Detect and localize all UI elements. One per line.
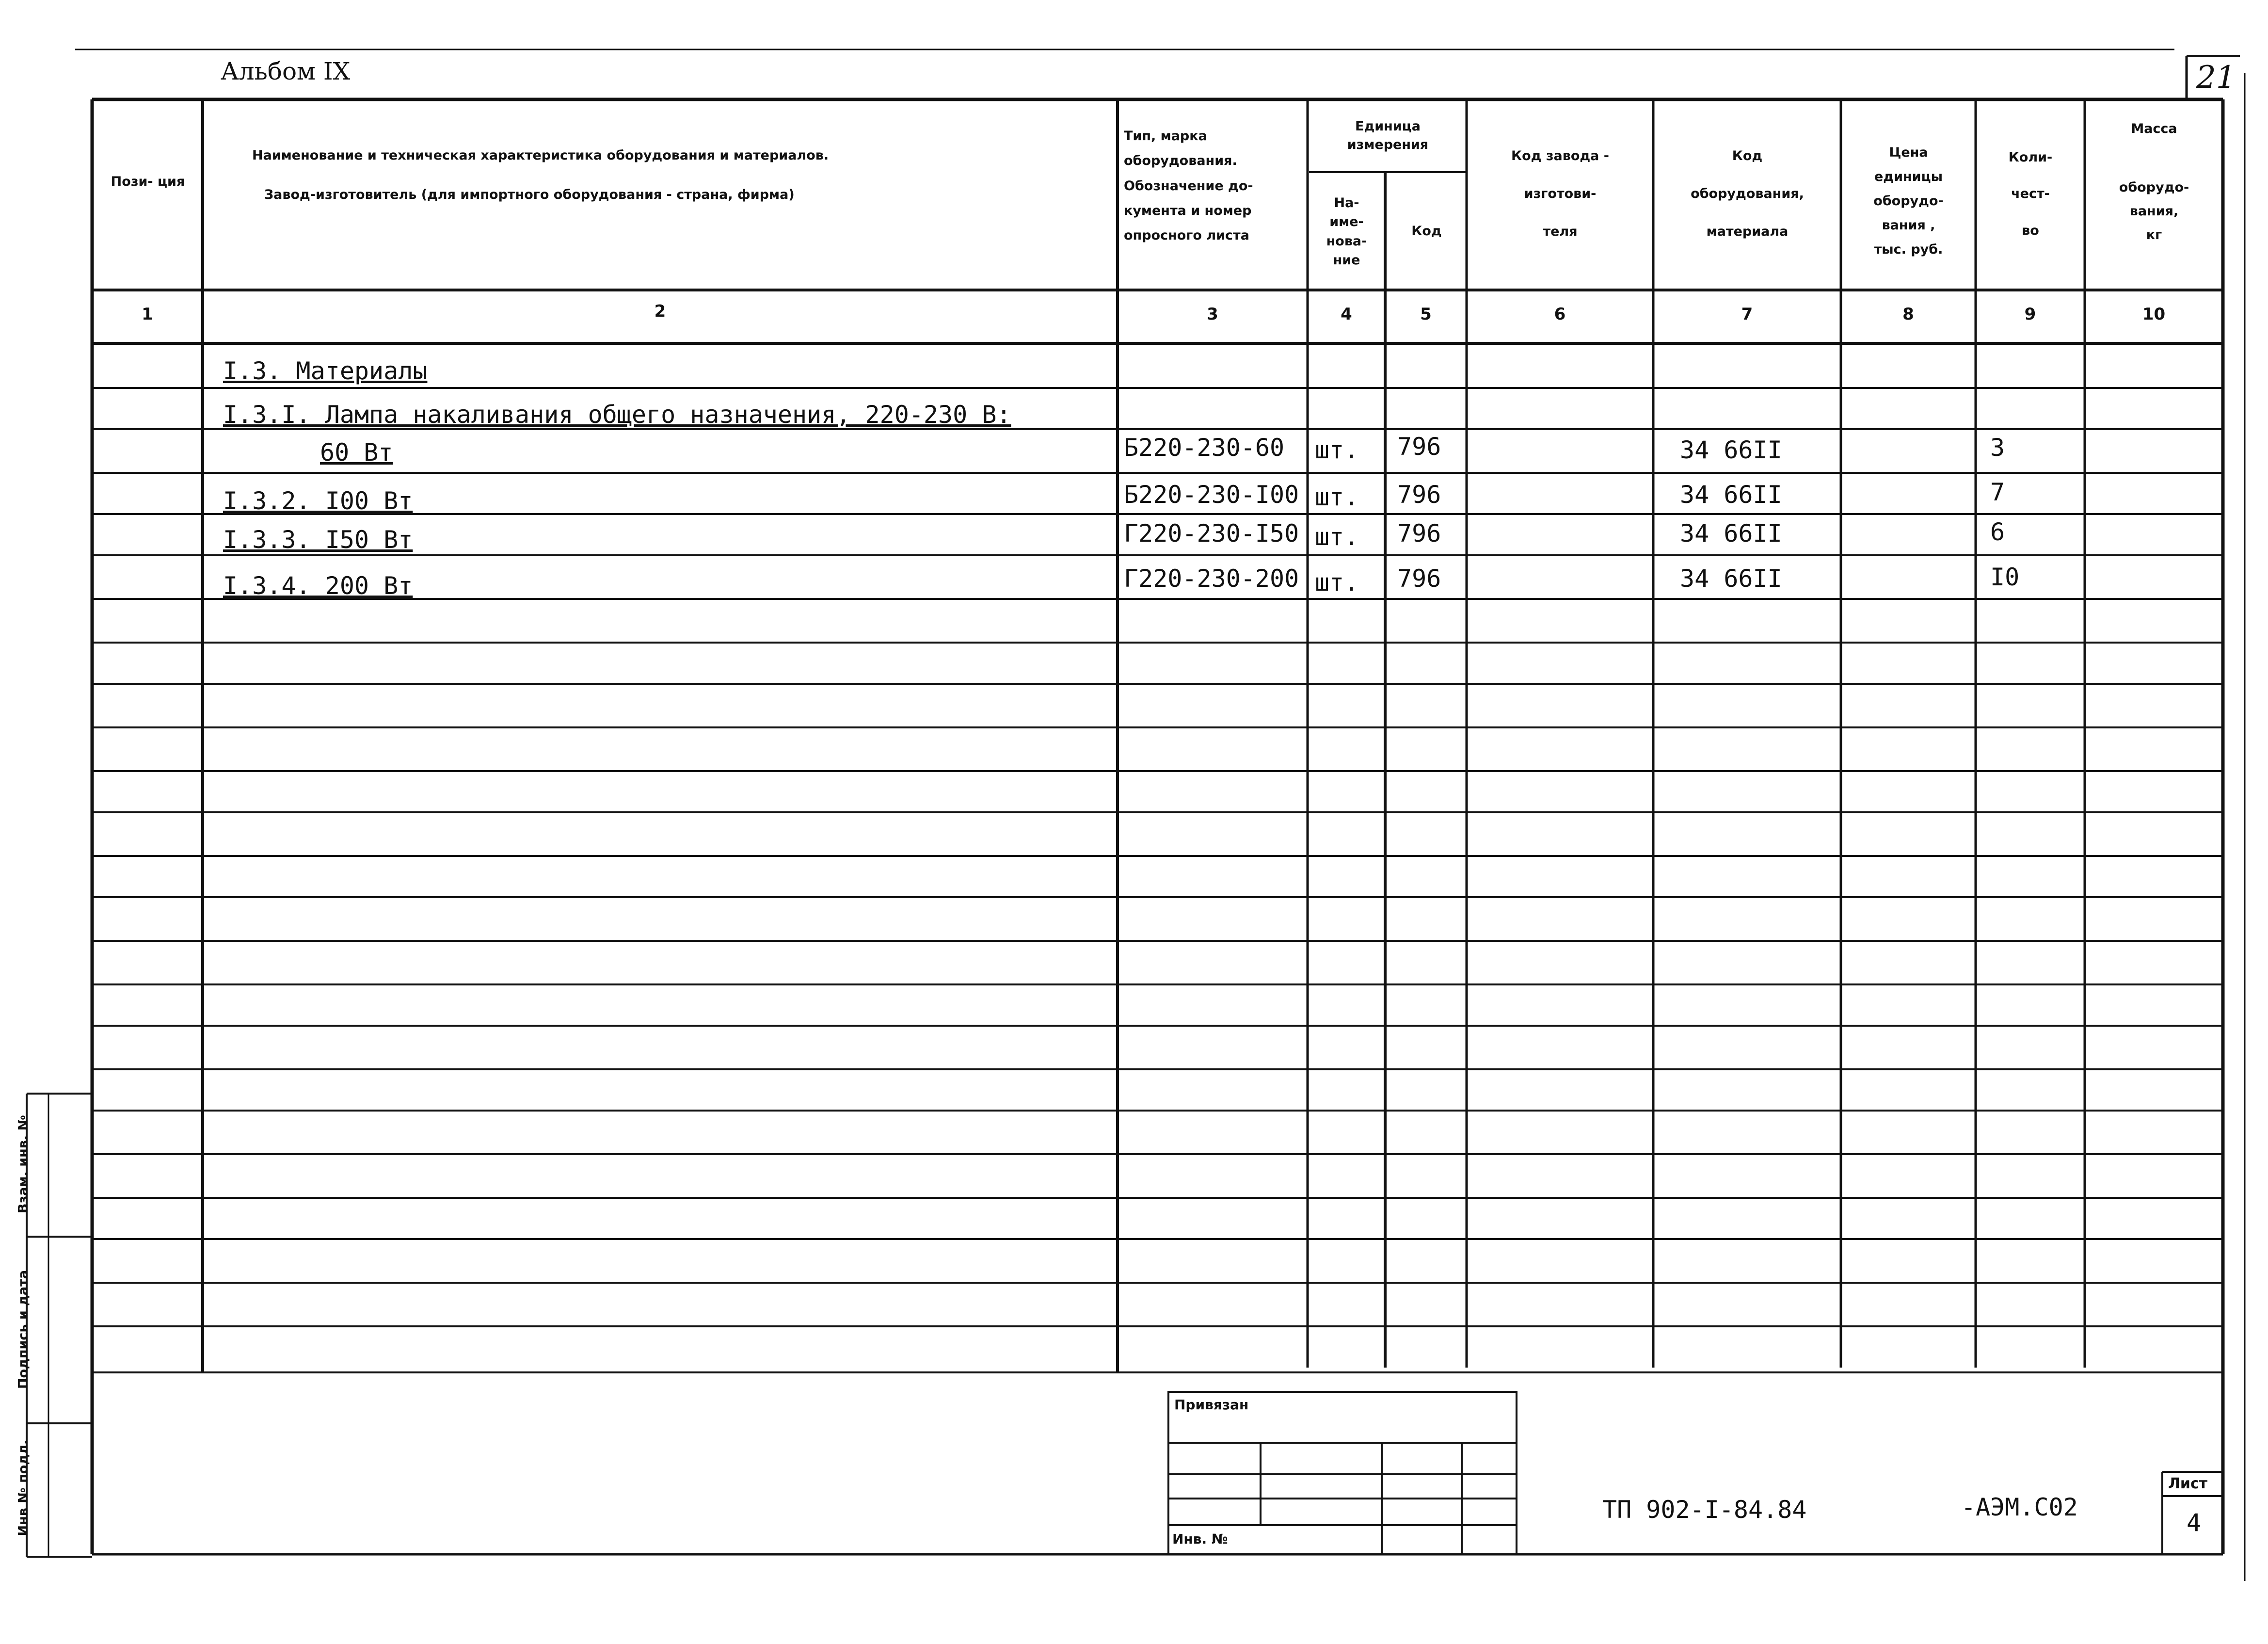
row4-material-code: 34 66II	[1680, 564, 1782, 593]
header-material-code	[1655, 131, 1840, 257]
row2-qty: 7	[1990, 478, 2005, 506]
colnum-6: 6	[1554, 305, 1566, 324]
document-suffix: -АЭМ.С02	[1961, 1493, 2078, 1521]
header-qty-l2: чест-	[2011, 186, 2050, 202]
row2-name: I.3.2. I00 Вт	[223, 487, 413, 515]
section-title: I.3. Материалы	[223, 357, 428, 385]
row1-name: 60 Вт	[320, 438, 393, 467]
item-intro: I.3.I. Лампа накаливания общего назначения, 220-230 В:	[223, 401, 1011, 429]
row4-unit: шт.	[1315, 568, 1359, 596]
header-mass-l1: Масса	[2131, 121, 2177, 136]
header-price-l5: тыс. руб.	[1874, 242, 1943, 257]
row1-code: 796	[1397, 433, 1441, 461]
header-price	[1842, 124, 1975, 279]
row1-material-code: 34 66II	[1680, 436, 1782, 464]
colnum-2: 2	[654, 302, 666, 321]
header-mass-l2: оборудо-	[2119, 180, 2189, 195]
header-material-l3: материала	[1706, 224, 1789, 240]
row3-qty: 6	[1990, 518, 2005, 546]
colnum-4: 4	[1341, 305, 1352, 324]
header-quantity	[1977, 131, 2084, 257]
colnum-3: 3	[1207, 305, 1218, 324]
header-price-l3: оборудо-	[1873, 193, 1944, 209]
header-position: Пози- ция	[111, 174, 185, 189]
row1-unit: шт.	[1315, 436, 1359, 464]
document-code: ТП 902-I-84.84	[1602, 1496, 1807, 1524]
stamp-inv-no: Инв. №	[1172, 1531, 1228, 1547]
row3-unit: шт.	[1315, 523, 1359, 551]
colnum-1: 1	[142, 305, 153, 324]
header-price-l1: Цена	[1889, 145, 1928, 161]
row1-type: Б220-230-60	[1124, 434, 1285, 462]
header-unit-group	[1309, 109, 1467, 162]
header-name-line2: Завод-изготовитель (для импортного оборудования - страна, фирма)	[264, 187, 795, 202]
side-sign-date: Подпись и дата	[16, 1270, 31, 1389]
handwritten-page-number: 21	[2196, 60, 2236, 96]
header-price-l4: вания ,	[1882, 217, 1935, 233]
row2-unit: шт.	[1315, 483, 1359, 511]
header-name-line1: Наименование и техническая характеристика оборудования и материалов.	[252, 148, 829, 163]
row2-material-code: 34 66II	[1680, 481, 1782, 509]
sheet-number: 4	[2187, 1509, 2202, 1537]
header-unit-code: Код	[1411, 224, 1442, 239]
header-type-l4: кумента и номер	[1124, 203, 1252, 218]
header-type-l2: оборудования.	[1124, 153, 1237, 169]
header-price-l2: единицы	[1874, 169, 1943, 185]
row4-name: I.3.4. 200 Вт	[223, 572, 413, 600]
header-factory-l1: Код завода -	[1511, 148, 1609, 163]
side-inv-orig: Инв № подл.	[16, 1439, 31, 1536]
header-qty-l3: во	[2022, 223, 2039, 238]
header-unit-l2: измерения	[1347, 137, 1429, 152]
header-unit-name-l2: име-	[1329, 214, 1364, 230]
header-type-l3: Обозначение до-	[1124, 178, 1253, 193]
row4-qty: I0	[1990, 563, 2020, 591]
header-material-l2: оборудования,	[1691, 186, 1804, 201]
header-mass-l4: кг	[2146, 227, 2162, 242]
sheet-label: Лист	[2168, 1475, 2208, 1492]
header-unit-l1: Единица	[1355, 119, 1421, 134]
header-mass	[2086, 121, 2222, 242]
header-factory-l2: изготови-	[1524, 186, 1597, 201]
row3-type: Г220-230-I50	[1124, 519, 1299, 548]
header-type	[1124, 124, 1306, 248]
header-unit-name-l3: нова-	[1326, 233, 1367, 249]
colnum-9: 9	[2024, 305, 2036, 324]
header-name	[252, 148, 1110, 202]
stamp-privyazan: Привязан	[1174, 1397, 1249, 1413]
header-unit-name-l4: ние	[1333, 252, 1360, 268]
header-factory-l3: теля	[1543, 224, 1578, 240]
header-unit-name	[1309, 177, 1384, 286]
header-type-l1: Тип, марка	[1124, 129, 1207, 144]
row3-material-code: 34 66II	[1680, 519, 1782, 548]
row3-name: I.3.3. I50 Вт	[223, 526, 413, 554]
colnum-7: 7	[1741, 305, 1753, 324]
row4-type: Г220-230-200	[1124, 564, 1299, 593]
colnum-5: 5	[1420, 305, 1432, 324]
header-material-l1: Код	[1732, 148, 1763, 163]
header-mass-l3: вания,	[2129, 204, 2179, 219]
row2-type: Б220-230-I00	[1124, 481, 1299, 509]
side-replace-inv: Взам. инв. №	[16, 1115, 31, 1214]
row3-code: 796	[1397, 519, 1441, 548]
row4-code: 796	[1397, 564, 1441, 593]
header-unit-name-l1: На-	[1334, 195, 1359, 211]
colnum-10: 10	[2142, 305, 2166, 324]
header-type-l5: опросного листа	[1124, 228, 1249, 243]
header-factory-code	[1468, 131, 1652, 257]
header-qty-l1: Коли-	[2008, 149, 2053, 165]
row2-code: 796	[1397, 481, 1441, 509]
row1-qty: 3	[1990, 434, 2005, 462]
colnum-8: 8	[1902, 305, 1914, 324]
album-title: Альбом IX	[221, 57, 351, 85]
